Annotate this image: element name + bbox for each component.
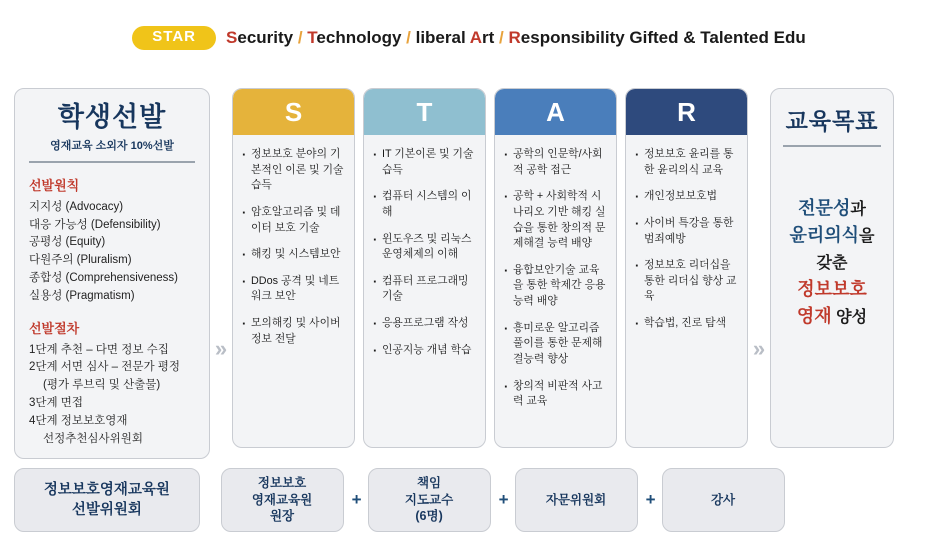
star-bullet-item: · 정보보호 리더십을 통한 리더십 향상 교육 xyxy=(635,258,738,305)
footer-plus-icon: + xyxy=(498,490,509,509)
star-bullet-item: · 사이버 특강을 통한 범죄예방 xyxy=(635,216,738,247)
tagline-segment: S xyxy=(226,28,238,47)
student-selection-panel xyxy=(14,88,210,459)
education-goal-divider xyxy=(783,145,881,147)
footer-org-cell xyxy=(662,468,785,532)
selection-process-item: 4단계 정보보호영재 xyxy=(29,414,128,427)
tagline-segment: rt xyxy=(482,28,495,47)
selection-process-list xyxy=(29,342,195,449)
tagline-segment: / xyxy=(494,28,509,47)
star-bullet-item: · IT 기본이론 및 기술습득 xyxy=(373,147,476,178)
organization-footer xyxy=(14,468,924,532)
star-columns xyxy=(232,88,748,448)
header-tagline xyxy=(226,28,806,48)
star-column-body xyxy=(233,135,354,368)
footer-org-cell-line: 책임 xyxy=(416,475,442,490)
footer-org-cell-line: 영재교육원 xyxy=(251,492,313,507)
footer-org-cell xyxy=(515,468,638,532)
education-goal-line xyxy=(779,276,885,303)
diagram-header xyxy=(0,0,938,58)
footer-org-cell-line: (6명) xyxy=(415,509,443,524)
diagram-board xyxy=(14,88,924,459)
star-bullet-item: · 융합보안기술 교육을 통한 학제간 응용능력 배양 xyxy=(504,263,607,310)
education-goal-line xyxy=(779,222,885,249)
star-column-body xyxy=(364,135,485,379)
education-goal-column xyxy=(770,88,894,448)
star-bullet-item: · 윈도우즈 및 리눅스 운영체제의 이해 xyxy=(373,232,476,263)
star-column-a xyxy=(494,88,617,448)
star-bullet-item: · 학습법, 진로 탐색 xyxy=(635,316,738,332)
selection-principle-heading: 선발원칙 xyxy=(29,177,80,193)
education-goal-segment: 과 xyxy=(850,201,866,218)
education-goal-line xyxy=(779,303,885,330)
arrow-right-icon-right: » xyxy=(752,335,766,361)
selection-process-item: 2단계 서면 심사 – 전문가 평정 xyxy=(29,361,180,374)
education-goal-line xyxy=(779,195,885,222)
star-column-r xyxy=(625,88,748,448)
star-bullet-item: · 정보보호 윤리를 통한 윤리의식 교육 xyxy=(635,147,738,178)
footer-org-cell xyxy=(221,468,344,532)
education-goal-segment: 영재 xyxy=(796,306,832,326)
selection-principle-item: 다원주의 (Pluralism) xyxy=(29,254,132,267)
footer-org-cell-line: 원장 xyxy=(269,509,295,524)
selection-principle-list xyxy=(29,199,195,306)
star-bullet-item: · DDos 공격 및 네트워크 보안 xyxy=(242,274,345,305)
tagline-segment: / xyxy=(293,28,308,47)
student-selection-column xyxy=(14,88,210,459)
star-bullet-item: · 암호알고리즘 및 데이터 보호 기술 xyxy=(242,205,345,236)
star-column-s xyxy=(232,88,355,448)
selection-principle-item: 종합성 (Comprehensiveness) xyxy=(29,271,179,284)
footer-org-cell-line: 강사 xyxy=(710,492,736,507)
education-goal-segment: 갖춘 xyxy=(816,255,848,272)
education-goal-segment: 정보보호 xyxy=(797,279,867,299)
selection-committee-line1: 정보보호영재교육원 xyxy=(43,481,170,498)
footer-org-cells xyxy=(221,468,785,532)
star-bullet-item: · 공학 + 사회학적 시나리오 기반 해킹 실습을 통한 창의적 문제해결 능력 배양 xyxy=(504,189,607,252)
star-bullet-item: · 컴퓨터 시스템의 이해 xyxy=(373,189,476,220)
footer-plus-icon: + xyxy=(351,490,362,509)
tagline-segment: liberal xyxy=(415,28,470,47)
star-bullet-item: · 정보보호 분야의 기본적인 이론 및 기술 습득 xyxy=(242,147,345,194)
education-goal-segment: 전문성 xyxy=(798,198,851,218)
selection-committee-box xyxy=(14,468,200,532)
star-bullet-item: · 인공지능 개념 학습 xyxy=(373,343,476,359)
tagline-segment: T xyxy=(307,28,317,47)
arrow-right-icon-left: » xyxy=(214,335,228,361)
student-selection-subtitle: 영재교육 소외자 10%선발 xyxy=(29,137,195,163)
tagline-segment: echnology xyxy=(316,28,402,47)
star-column-header-r: R xyxy=(626,89,747,135)
star-column-header-t: T xyxy=(364,89,485,135)
star-bullet-item: · 응용프로그램 작성 xyxy=(373,316,476,332)
star-bullet-item: · 공학의 인문학/사회적 공학 접근 xyxy=(504,147,607,178)
footer-org-cell-line: 정보보호 xyxy=(257,475,307,490)
star-bullet-item: · 흥미로운 알고리즘 풀이를 통한 문제해결능력 향상 xyxy=(504,321,607,368)
star-bullet-item: · 개인정보보호법 xyxy=(635,189,738,205)
star-column-header-s: S xyxy=(233,89,354,135)
star-pill-badge: STAR xyxy=(132,26,216,50)
education-goal-panel xyxy=(770,88,894,448)
selection-process-item: (평가 루브릭 및 산출물) xyxy=(43,379,161,392)
selection-principle-item: 실용성 (Pragmatism) xyxy=(29,289,135,302)
star-bullet-item: · 해킹 및 시스템보안 xyxy=(242,247,345,263)
footer-plus-icon: + xyxy=(645,490,656,509)
selection-committee-line2: 선발위원회 xyxy=(71,502,142,518)
tagline-segment: R xyxy=(508,28,521,47)
selection-process-heading: 선발절차 xyxy=(29,320,80,336)
star-bullet-item: · 컴퓨터 프로그래밍 기술 xyxy=(373,274,476,305)
tagline-segment: A xyxy=(469,28,483,47)
tagline-segment: esponsibility Gifted & Talented Edu xyxy=(520,28,806,47)
education-goal-segment: 윤리의식 xyxy=(789,225,860,245)
selection-principle-item: 대응 가능성 (Defensibility) xyxy=(29,218,161,231)
education-goal-text xyxy=(779,195,885,330)
star-column-body xyxy=(626,135,747,353)
selection-principle-item: 지지성 (Advocacy) xyxy=(29,200,124,213)
education-goal-line xyxy=(779,249,885,276)
footer-spacer-left xyxy=(200,468,221,532)
education-goal-segment: 양성 xyxy=(831,309,868,326)
star-column-t xyxy=(363,88,486,448)
star-column-header-a: A xyxy=(495,89,616,135)
footer-org-cell-line: 자문위원회 xyxy=(545,492,607,507)
star-column-body xyxy=(495,135,616,431)
footer-org-cell xyxy=(368,468,491,532)
tagline-segment: ecurity xyxy=(237,28,294,47)
star-bullet-item: · 모의해킹 및 사이버 정보 전달 xyxy=(242,316,345,347)
footer-org-cell-line: 지도교수 xyxy=(404,492,454,507)
star-bullet-item: · 창의적 비판적 사고력 교육 xyxy=(504,379,607,410)
education-goal-title: 교육목표 xyxy=(785,108,879,134)
selection-process-item: 1단계 추천 – 다면 정보 수집 xyxy=(29,343,169,356)
selection-principle-item: 공평성 (Equity) xyxy=(29,236,106,249)
selection-process-item: 선정추천심사위원회 xyxy=(43,432,143,445)
student-selection-title: 학생선발 xyxy=(57,102,167,132)
footer-spacer-right xyxy=(807,468,924,532)
education-goal-segment: 을 xyxy=(859,228,875,245)
tagline-segment: / xyxy=(401,28,416,47)
selection-process-item: 3단계 면접 xyxy=(29,397,84,409)
